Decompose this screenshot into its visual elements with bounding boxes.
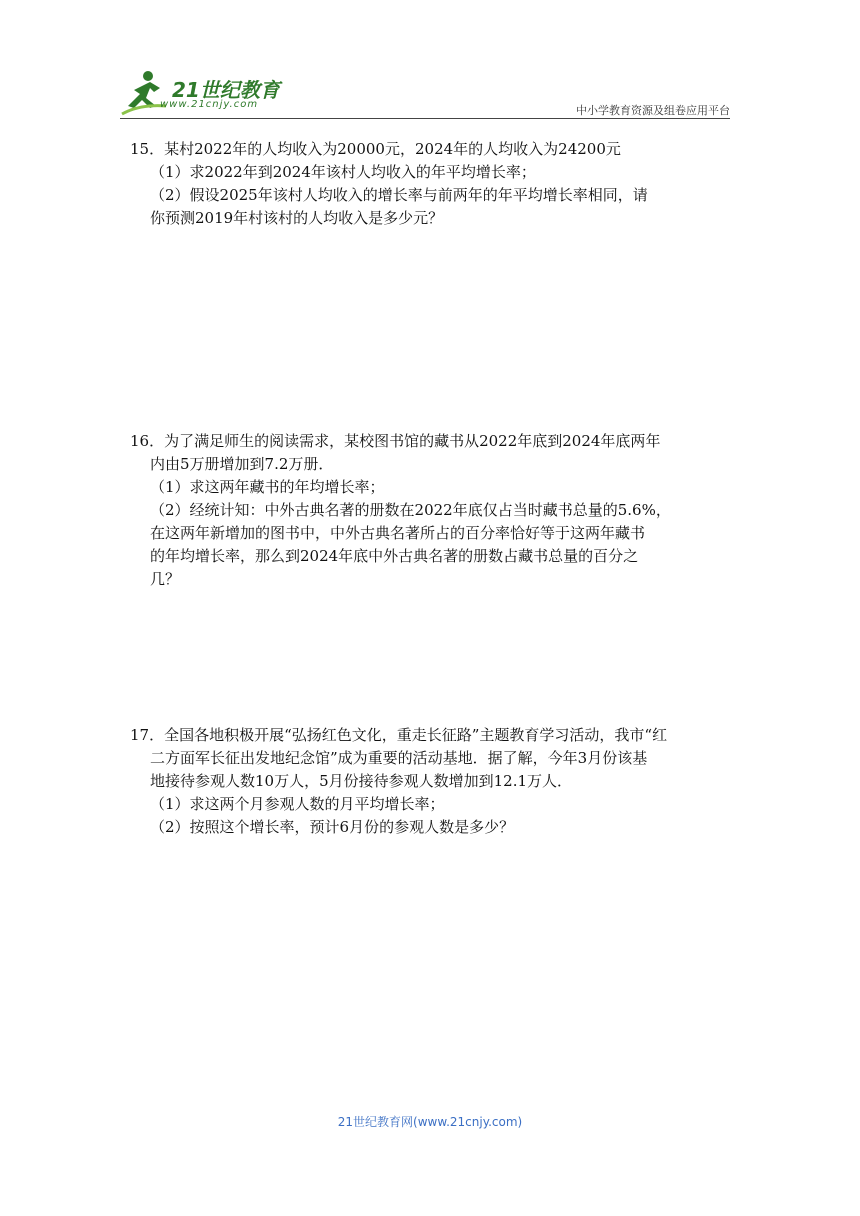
question-part-2-cont: 你预测2019年村该村的人均收入是多少元？ [150,209,444,227]
question-part-1: （1）求这两个月参观人数的月平均增长率； [150,795,445,813]
question-part-1: （1）求2022年到2024年该村人均收入的年平均增长率； [150,163,536,181]
logo-url: www.21cnjy.com [160,99,259,110]
header-tagline: 中小学教育资源及组卷应用平台 [576,104,730,117]
question-stem-cont: 内由5万册增加到7.2万册． [150,455,334,473]
question-part-2: （2）经统计知：中外古典名著的册数在2022年底仅占当时藏书总量的5.6%， [150,501,671,519]
runner-logo-icon [120,68,180,118]
question-stem-cont: 地接待参观人数10万人，5月份接待参观人数增加到12.1万人． [150,772,573,790]
question-stem: 17．全国各地积极开展“弘扬红色文化，重走长征路”主题教育学习活动，我市“红 [130,726,668,744]
question-stem: 16．为了满足师生的阅读需求，某校图书馆的藏书从2022年底到2024年底两年 [130,432,661,450]
question-part-2-cont: 的年均增长率，那么到2024年底中外古典名著的册数占藏书总量的百分之 [150,547,639,565]
page-header [120,60,730,120]
page-footer: 21世纪教育网(www.21cnjy.com) [337,1115,523,1129]
logo-text: 21世纪教育 [172,78,280,102]
question-part-2-cont: 在这两年新增加的图书中，中外古典名著所占的百分率恰好等于这两年藏书 [150,524,646,542]
question-15 [130,138,730,230]
question-stem: 15．某村2022年的人均收入为20000元，2024年的人均收入为24200元 [130,140,621,158]
question-part-2: （2）按照这个增长率，预计6月份的参观人数是多少？ [150,818,515,836]
question-part-2: （2）假设2025年该村人均收入的增长率与前两年的年平均增长率相同，请 [150,186,648,204]
question-16 [130,430,730,591]
question-stem-cont: 二方面军长征出发地纪念馆”成为重要的活动基地．据了解，今年3月份该基 [150,749,648,767]
site-logo [120,68,320,118]
question-part-1: （1）求这两年藏书的年均增长率； [150,478,385,496]
header-divider [120,118,730,119]
question-part-2-cont: 几？ [150,570,181,588]
question-17 [130,724,730,839]
